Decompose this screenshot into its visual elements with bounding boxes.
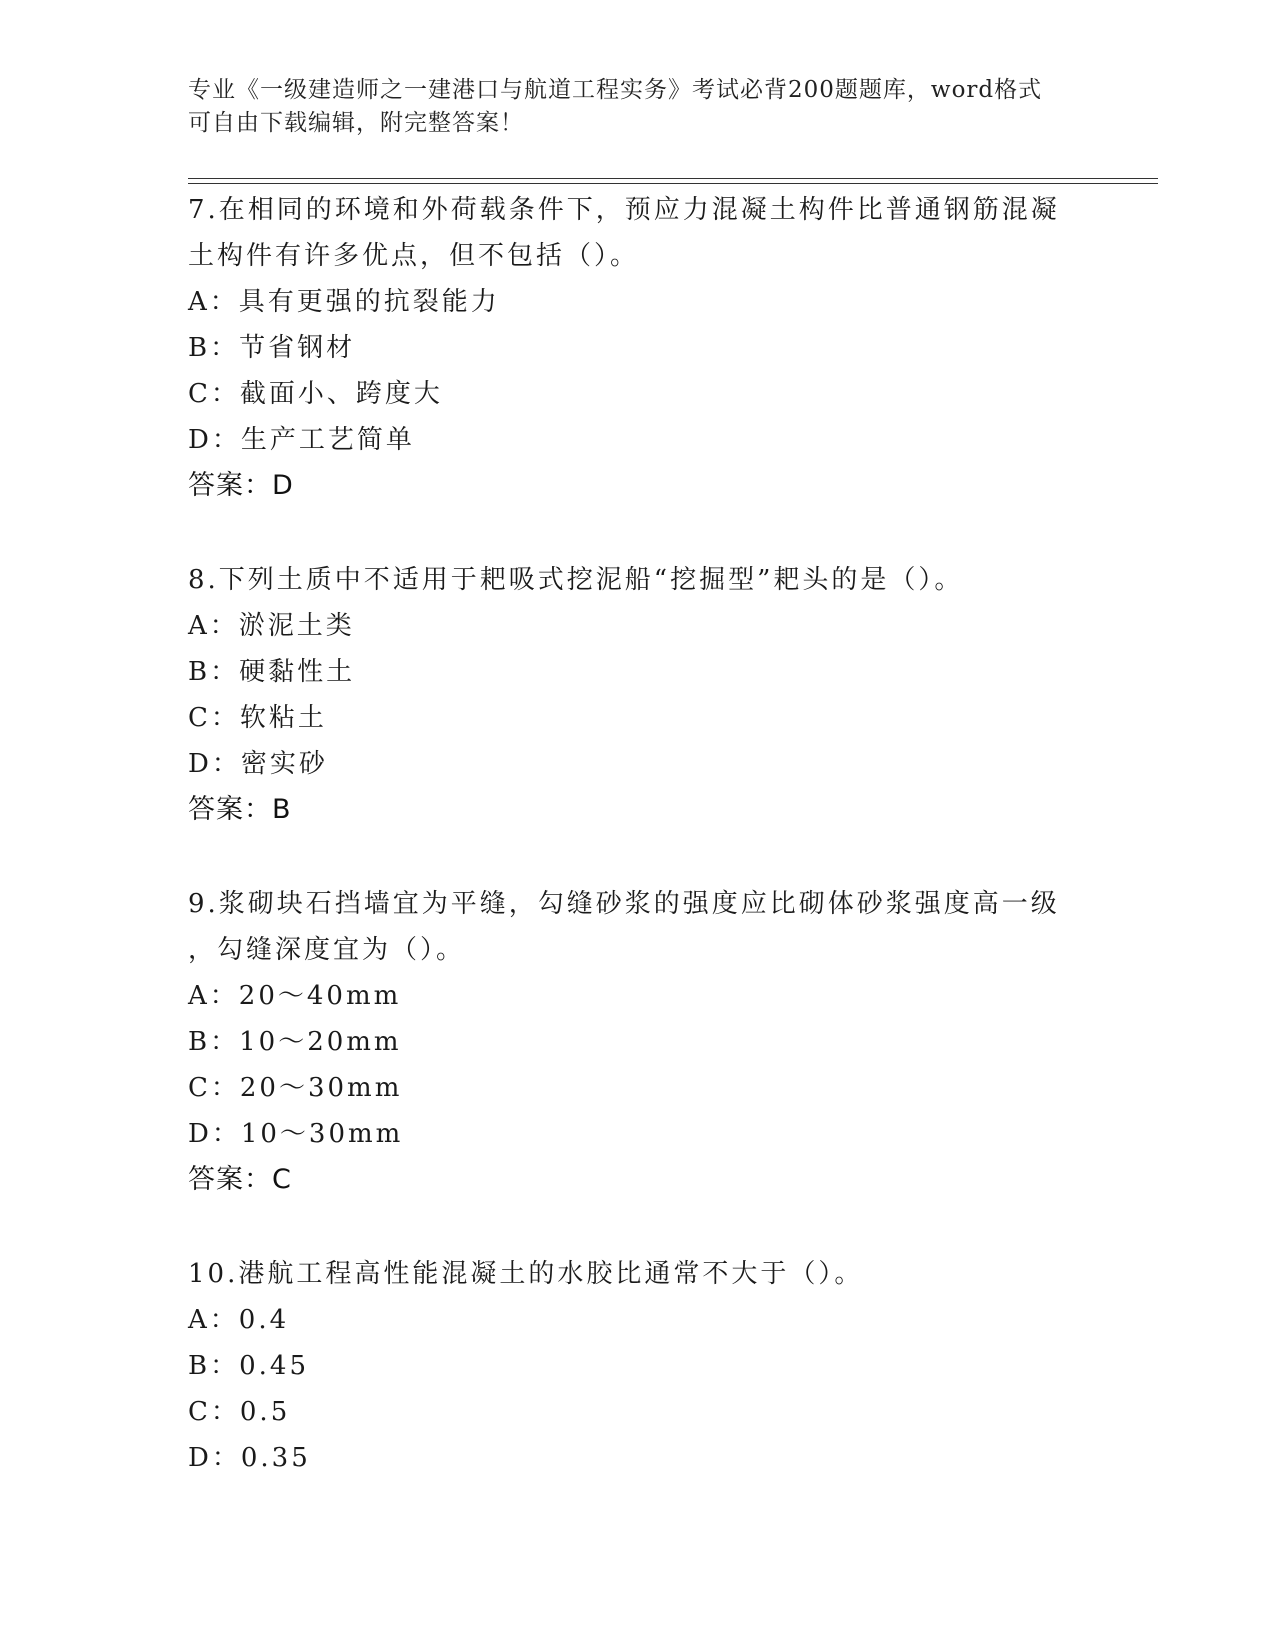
question-text: 9.浆砌块石挡墙宜为平缝，勾缝砂浆的强度应比砌体砂浆强度高一级	[188, 889, 1060, 919]
option-b: B：10～20mm	[188, 1027, 402, 1057]
option-c: C：0.5	[188, 1397, 291, 1427]
answer: 答案：D	[188, 470, 294, 501]
option-c: C：软粘土	[188, 703, 327, 733]
answer: 答案：B	[188, 794, 292, 825]
question-text: 7.在相同的环境和外荷载条件下，预应力混凝土构件比普通钢筋混凝	[188, 195, 1060, 225]
question-7	[188, 187, 1088, 509]
option-d: D：生产工艺简单	[188, 425, 415, 455]
header-divider-bottom	[188, 183, 1158, 184]
question-text-continued: 土构件有许多优点，但不包括（）。	[188, 241, 640, 271]
option-a: A：20～40mm	[188, 981, 402, 1011]
option-b: B：节省钢材	[188, 333, 356, 363]
header-divider-top	[188, 178, 1158, 179]
question-text: 8.下列土质中不适用于耙吸式挖泥船“挖掘型”耙头的是（）。	[188, 565, 964, 595]
question-text: 10.港航工程高性能混凝土的水胶比通常不大于（）。	[188, 1259, 864, 1289]
header-line-2: 可自由下载编辑，附完整答案！	[188, 110, 524, 136]
option-a: A：淤泥土类	[188, 611, 355, 641]
header-line-1: 专业《一级建造师之一建港口与航道工程实务》考试必背200题题库，word格式	[188, 77, 1043, 103]
option-d: D：0.35	[188, 1443, 311, 1473]
option-c: C：截面小、跨度大	[188, 379, 443, 409]
option-d: D：10～30mm	[188, 1119, 404, 1149]
document-header	[188, 74, 1088, 140]
question-10	[188, 1251, 1088, 1481]
question-8	[188, 557, 1088, 833]
option-c: C：20～30mm	[188, 1073, 403, 1103]
option-b: B：0.45	[188, 1351, 309, 1381]
option-b: B：硬黏性土	[188, 657, 356, 687]
option-d: D：密实砂	[188, 749, 328, 779]
question-list	[188, 187, 1088, 1529]
question-text-continued: ，勾缝深度宜为（）。	[188, 935, 466, 965]
option-a: A：具有更强的抗裂能力	[188, 287, 500, 317]
question-9	[188, 881, 1088, 1203]
answer: 答案：C	[188, 1164, 292, 1195]
option-a: A：0.4	[188, 1305, 290, 1335]
